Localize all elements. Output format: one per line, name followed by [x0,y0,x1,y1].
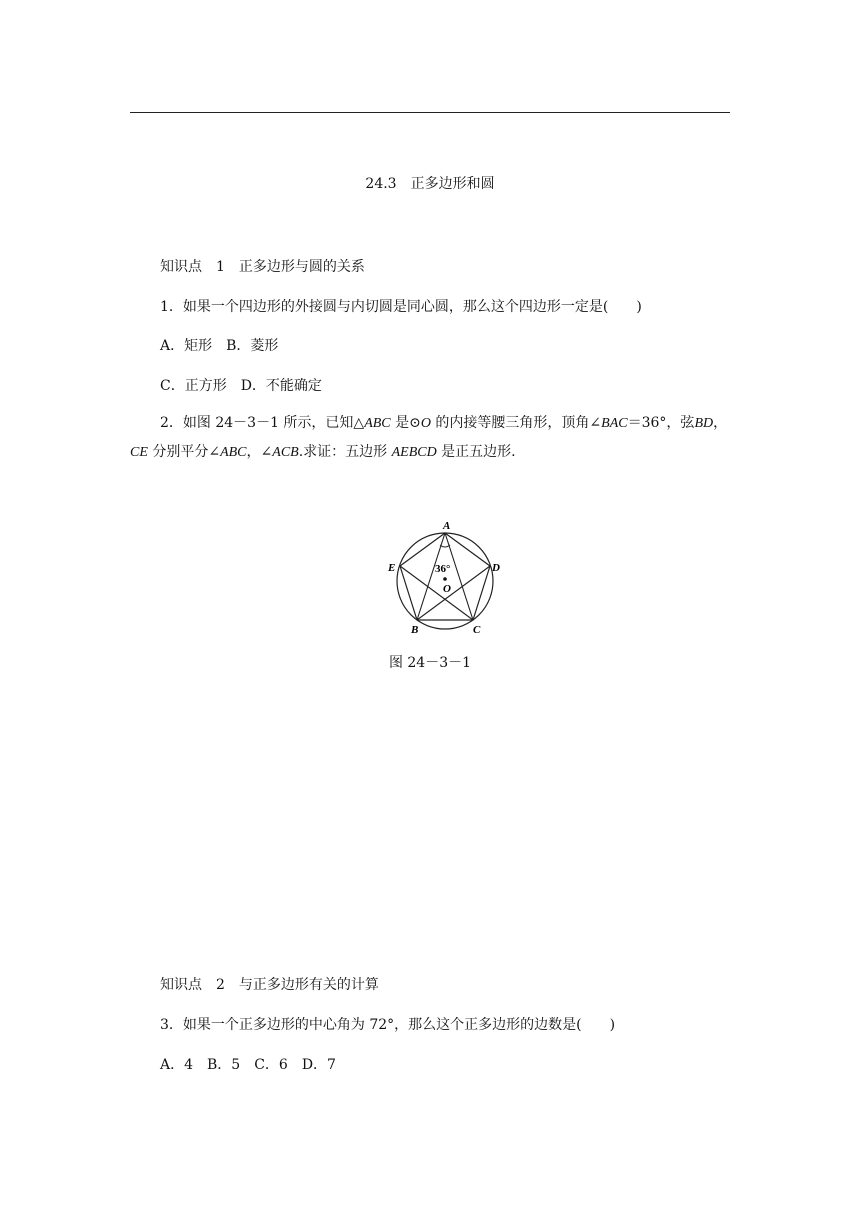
chord-bd [417,566,490,620]
header-rule [130,112,730,113]
knowledge-point-1-heading [160,256,365,276]
question-3-options: A．4 B．5 C．6 D．7 [160,1057,336,1073]
knowledge-point-2-heading [160,974,379,994]
label-d: D [492,562,500,574]
pentagon-figure [380,515,510,635]
center-point [443,577,447,581]
kp2-number: 2 [216,977,225,993]
label-a: A [443,520,451,532]
section-title: 24.3 正多边形和圆 [365,176,495,192]
pentagon-diagram [380,515,510,635]
figure-caption: 图 24－3－1 [388,655,472,671]
question-3: 3．如果一个正多边形的中心角为 72°，那么这个正多边形的边数是( ) [160,1017,616,1033]
kp2-title: 与正多边形有关的计算 [238,977,379,993]
kp1-label: 知识点 [160,259,202,275]
kp2-label: 知识点 [160,977,202,993]
angle-label: 36° [435,563,451,575]
label-c: C [473,624,481,635]
question-1-options-row1: A．矩形 B．菱形 [160,338,279,354]
question-1: 1．如果一个四边形的外接圆与内切圆是同心圆，那么这个四边形一定是( ) [160,299,642,315]
kp1-title: 正多边形与圆的关系 [238,259,365,275]
label-b: B [411,624,419,635]
kp1-number: 1 [216,259,225,275]
label-o: O [443,583,451,595]
question-1-options-row2: C．正方形 D．不能确定 [160,378,322,394]
label-e: E [388,562,396,574]
question-2: 2．如图 24－3－1 所示，已知△ABC 是⊙O 的内接等腰三角形，顶角∠BAC＝36°，弦BD，CE 分别平分∠ABC，∠ACB.求证：五边形 AEBCD 是正五边形. [130,415,728,460]
